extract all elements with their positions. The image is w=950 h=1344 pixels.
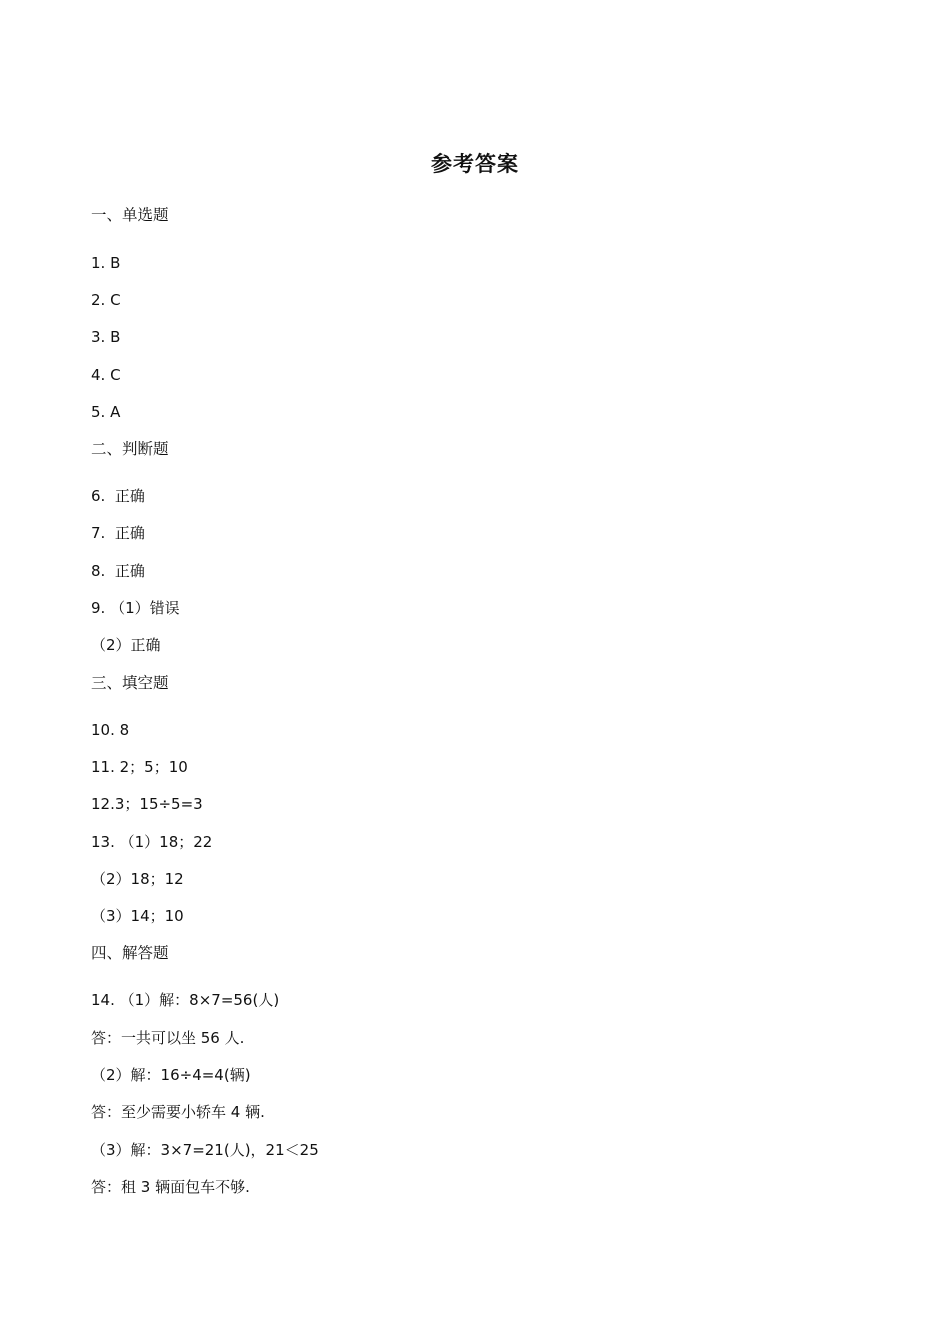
- answer-line: （2）18；12: [91, 870, 184, 888]
- answer-line: （3）14；10: [91, 907, 184, 925]
- answer-line: 答：一共可以坐 56 人.: [91, 1029, 245, 1047]
- section-heading-single-choice: 一、单选题: [91, 206, 169, 224]
- answer-line: 14. （1）解：8×7=56(人): [91, 991, 280, 1009]
- answer-line: 11. 2；5；10: [91, 758, 188, 776]
- answer-line: 8. 正确: [91, 562, 145, 580]
- answer-line: 13. （1）18；22: [91, 833, 213, 851]
- answer-line: （3）解：3×7=21(人)，21＜25: [91, 1141, 319, 1159]
- answer-line: 答：租 3 辆面包车不够.: [91, 1178, 250, 1196]
- section-heading-fill-in: 三、填空题: [91, 674, 169, 692]
- answer-line: （2）解：16÷4=4(辆): [91, 1066, 251, 1084]
- answer-line: （2）正确: [91, 636, 161, 654]
- answer-line: 2. C: [91, 291, 121, 309]
- answer-line: 5. A: [91, 403, 121, 421]
- page-title: 参考答案: [431, 152, 519, 176]
- answer-line: 12.3；15÷5=3: [91, 795, 203, 813]
- answer-line: 答：至少需要小轿车 4 辆.: [91, 1103, 265, 1121]
- section-heading-true-false: 二、判断题: [91, 440, 169, 458]
- section-heading-solutions: 四、解答题: [91, 944, 169, 962]
- answer-line: 10. 8: [91, 721, 130, 739]
- answer-line: 1. B: [91, 254, 121, 272]
- answer-line: 6. 正确: [91, 487, 145, 505]
- answer-line: 9. （1）错误: [91, 599, 180, 617]
- answer-line: 4. C: [91, 366, 121, 384]
- answer-line: 7. 正确: [91, 524, 145, 542]
- answer-line: 3. B: [91, 328, 121, 346]
